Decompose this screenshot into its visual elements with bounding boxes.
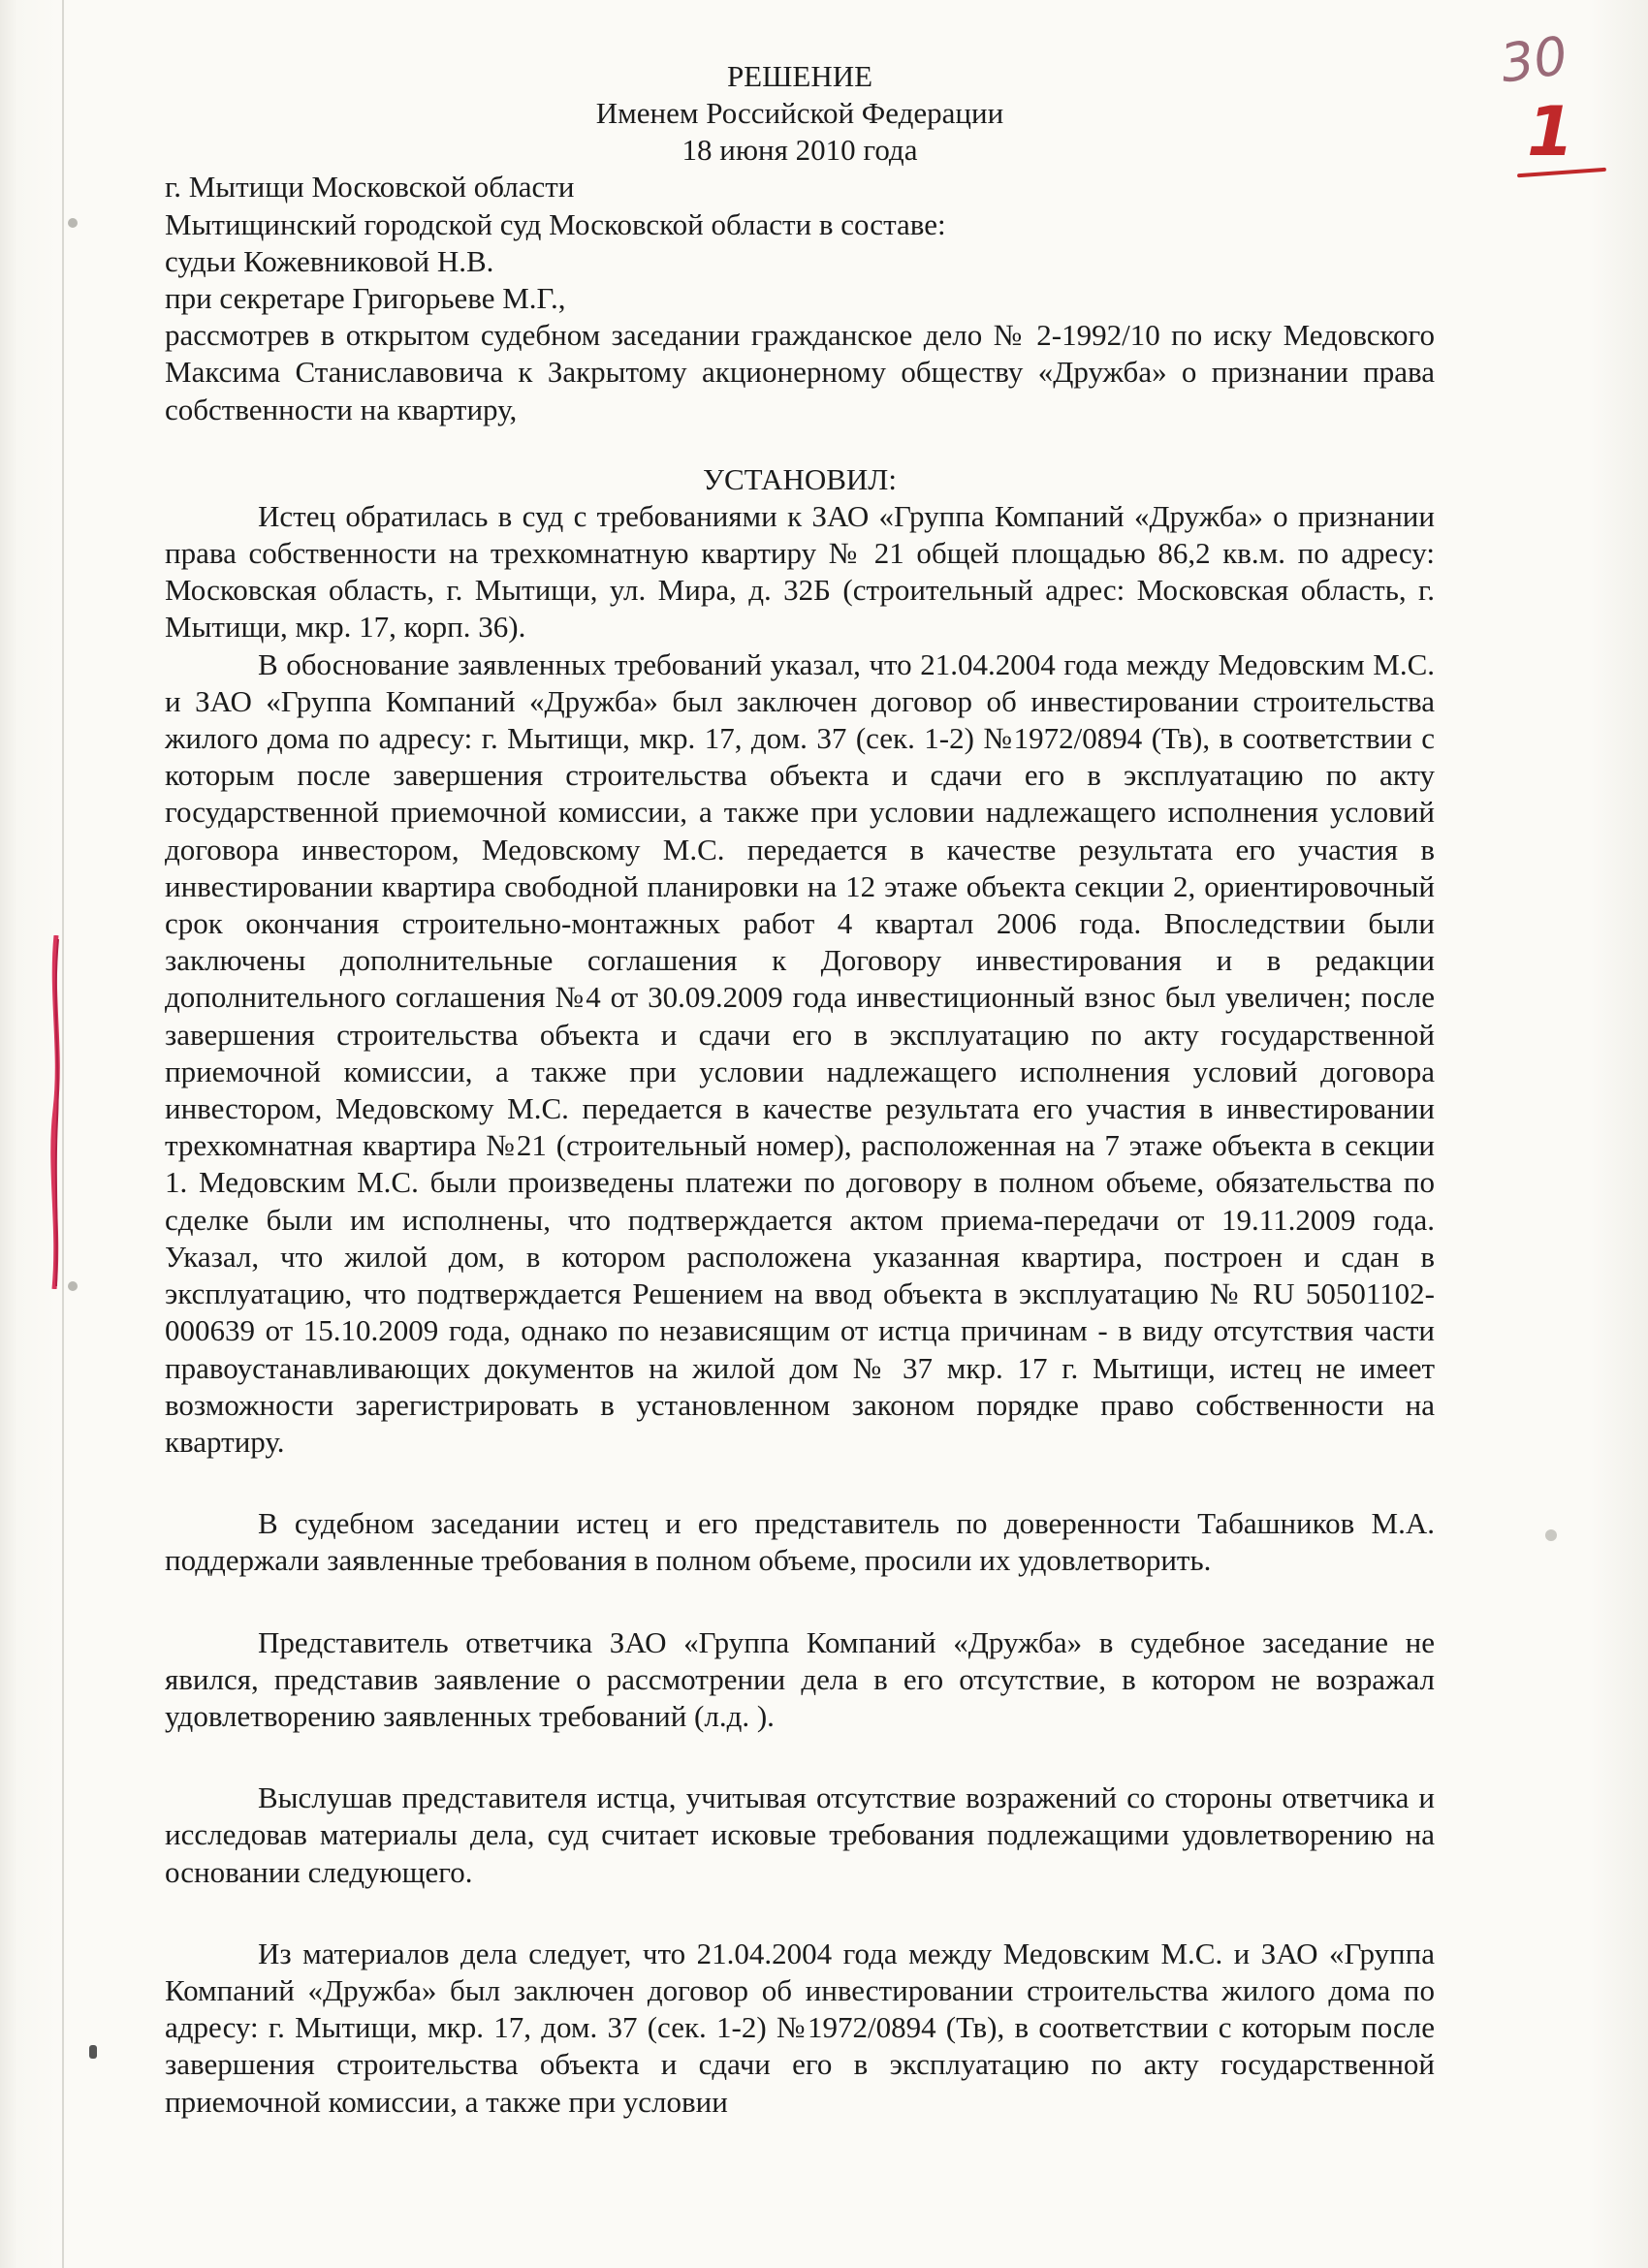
handwritten-sheet-count: 30 — [1496, 24, 1571, 95]
document-date: 18 июня 2010 года — [681, 133, 918, 168]
paragraph-grounds: В обоснование заявленных требований указал, что 21.04.2004 года между Медовским М.С. и ЗАО «Группа Компаний «Дружба» был заключен договор об инвестировании строительства жилого дома по адресу: г. Мытищи, мкр. 17, дом. 37 (сек. 1-2) №1972/0894 (Тв), в соответствии с которым после завершения строительства объекта и сдачи его в эксплуатацию по акту государственной приемочной комиссии, а также при условии надлежащего исполнения условий договора инвестором, Медовскому М.С. передается в качестве результата его участия в инвестировании квартира свободной планировки на 12 этаже объекта секции 2, ориентировочный срок окончания строительно-монтажных работ 4 квартал 2006 года. Впоследствии были заключены дополнительные соглашения к Договору инвестирования и в редакции дополнительного соглашения №4 от 30.09.2009 года инвестиционный взнос был увеличен; после завершения строительства объекта и сдачи его в эксплуатацию по акту государственной приемочной комиссии, а также при условии надлежащего исполнения условий договора инвестором, Медовскому М.С. передается в качестве результата его участия в инвестировании трехкомнатная квартира №21 (строительный номер), расположенная на 7 этаже объекта в секции 1. Медовским М.С. были произведены платежи по договору в полном объеме, обязательства по сделке были им исполнены, что подтверждается актом приема-передачи от 19.11.2009 года. Указал, что жилой дом, в котором расположена указанная квартира, построен и сдан в эксплуатацию, что подтверждается Решением на ввод объекта в эксплуатацию № RU 50501102-000639 от 15.10.2009 года, однако по независящим от истца причинам - в виду отсутствия части правоустанавливающих документов на жилой дом № 37 мкр. 17 г. Мытищи, истец не имеет возможности зарегистрировать в установленном законом порядке право собственности на квартиру. — [165, 646, 1435, 1459]
case-paragraph: рассмотрев в открытом судебном заседании гражданское дело № 2-1992/10 по иску Медовского Максима Станиславовича к Закрытому акционерному обществу «Дружба» о признании права собственности на квартиру, — [165, 318, 1435, 426]
binding-thread — [48, 935, 64, 1289]
document-subtitle: Именем Российской Федерации — [595, 96, 1004, 130]
document-body — [165, 58, 1435, 2121]
paragraph-hearing: В судебном заседании истец и его представитель по доверенности Табашников М.А. поддержали заявленные требования в полном объеме, просили их удовлетворить. — [165, 1506, 1435, 1578]
staple-mark — [89, 2045, 97, 2059]
paragraph-assessment: Выслушав представителя истца, учитывая отсутствие возражений со стороны ответчика и исследовав материалы дела, суд считает исковые требования подлежащими удовлетворению на основании следующего. — [165, 1780, 1435, 1889]
city-line: г. Мытищи Московской области — [165, 170, 575, 205]
document-title: РЕШЕНИЕ — [726, 59, 873, 93]
secretary-line: при секретаре Григорьеве М.Г., — [165, 281, 566, 316]
paragraph-materials: Из материалов дела следует, что 21.04.2004 года между Медовским М.С. и ЗАО «Группа Компаний «Дружба» был заключен договор об инвестировании строительства жилого дома по адресу: г. Мытищи, мкр. 17, дом. 37 (сек. 1-2) №1972/0894 (Тв), в соответствии с которым после завершения строительства объекта и сдачи его в эксплуатацию по акту государственной приемочной комиссии, а также при условии — [165, 1936, 1435, 2119]
punch-hole — [68, 218, 78, 228]
handwritten-page-number: 1 — [1527, 92, 1574, 172]
section-heading: УСТАНОВИЛ: — [703, 461, 897, 496]
punch-hole — [1545, 1529, 1557, 1541]
paragraph-claim: Истец обратилась в суд с требованиями к ЗАО «Группа Компаний «Дружба» о признании права собственности на трехкомнатную квартиру № 21 общей площадью 86,2 кв.м. по адресу: Московская область, г. Мытищи, ул. Мира, д. 32Б (строительный адрес: Московская область, г. Мытищи, мкр. 17, корп. 36). — [165, 498, 1435, 645]
judge-line: судьи Кожевниковой Н.В. — [165, 243, 494, 278]
court-line: Мытищинский городской суд Московской области в составе: — [165, 206, 946, 241]
punch-hole — [68, 1281, 78, 1291]
paragraph-defendant: Представитель ответчика ЗАО «Группа Компаний «Дружба» в судебное заседание не явился, представив заявление о рассмотрении дела в его отсутствие, в котором не возражал удовлетворению заявленных требований (л.д. ). — [165, 1624, 1435, 1733]
